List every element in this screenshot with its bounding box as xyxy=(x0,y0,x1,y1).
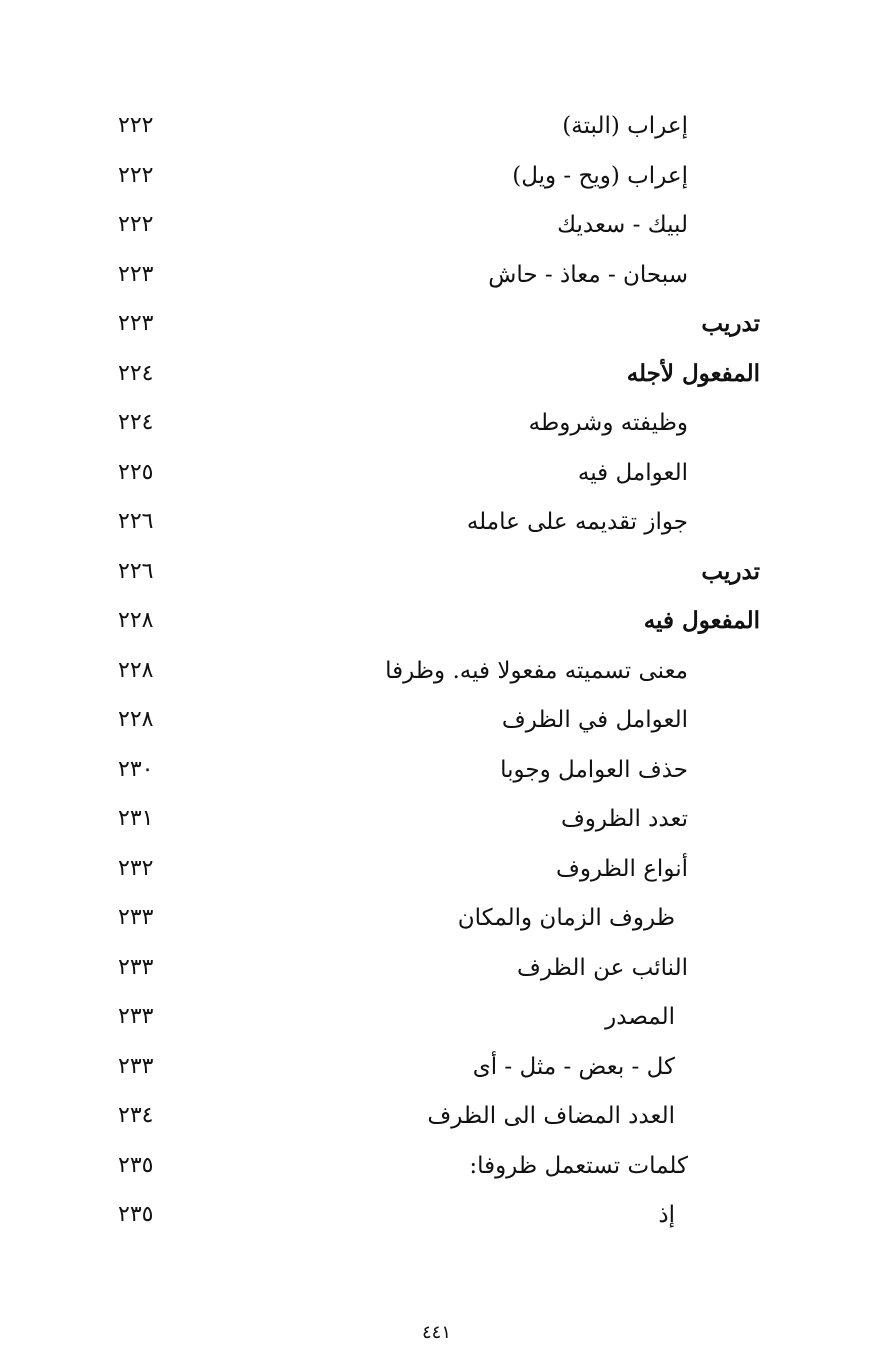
toc-entry-page: ٢٢٤ xyxy=(118,410,154,435)
toc-entry-page: ٢٣٣ xyxy=(118,954,154,980)
toc-entry xyxy=(0,845,873,895)
toc-entry-page: ٢٢٢ xyxy=(118,162,154,188)
toc-entry xyxy=(0,894,873,944)
toc-entry-title: النائب عن الظرف xyxy=(517,954,688,981)
toc-entry xyxy=(0,1043,873,1093)
toc-entry-page: ٢٢٤ xyxy=(118,360,154,386)
toc-entry xyxy=(0,251,873,301)
toc-entry xyxy=(0,201,873,251)
toc-entry-title: سبحان - معاذ - حاش xyxy=(488,261,688,288)
toc-entry-page: ٢٢٦ xyxy=(118,509,154,534)
table-of-contents xyxy=(0,102,873,1241)
toc-entry-page: ٢٣٣ xyxy=(118,1004,154,1029)
toc-entry-page: ٢٢٣ xyxy=(118,311,154,336)
toc-entry-page: ٢٢٢ xyxy=(118,212,154,237)
toc-entry-page: ٢٣٢ xyxy=(118,855,154,881)
toc-entry-page: ٢٣٣ xyxy=(118,1053,154,1079)
toc-entry-title: العوامل في الظرف xyxy=(501,707,688,733)
toc-entry-title: كلمات تستعمل ظروفا: xyxy=(469,1152,688,1179)
toc-entry-page: ٢٢٢ xyxy=(118,113,154,138)
toc-entry-title: العدد المضاف الى الظرف xyxy=(427,1103,675,1129)
toc-entry-title: تدريب xyxy=(701,557,760,585)
toc-entry xyxy=(0,944,873,994)
page-number: ٤٤١ xyxy=(421,1322,451,1343)
toc-entry xyxy=(0,1191,873,1241)
toc-entry-title: إذ xyxy=(658,1202,675,1228)
toc-entry-title: جواز تقديمه على عامله xyxy=(466,509,688,535)
toc-entry-title: العوامل فيه xyxy=(577,459,688,486)
toc-entry-title: المفعول لأجله xyxy=(626,359,760,387)
toc-entry-title: إعراب (البتة) xyxy=(562,113,688,139)
toc-entry-title: إعراب (ويح - ويل) xyxy=(512,162,688,189)
toc-entry xyxy=(0,449,873,499)
toc-entry xyxy=(0,795,873,845)
toc-entry-title: حذف العوامل وجوبا xyxy=(500,756,688,783)
toc-entry xyxy=(0,647,873,697)
toc-entry-page: ٢٢٨ xyxy=(118,657,154,683)
toc-entry-title: كل - بعض - مثل - أى xyxy=(472,1053,675,1080)
toc-entry xyxy=(0,1142,873,1192)
toc-entry-page: ٢٣٥ xyxy=(118,1152,154,1178)
toc-entry-title: لبيك - سعديك xyxy=(557,212,688,238)
toc-entry-page: ٢٢٣ xyxy=(118,261,154,287)
toc-entry xyxy=(0,152,873,202)
toc-entry-title: المفعول فيه xyxy=(643,607,760,634)
toc-entry xyxy=(0,993,873,1043)
toc-entry xyxy=(0,548,873,598)
toc-entry-title: تدريب xyxy=(701,310,760,337)
toc-entry xyxy=(0,746,873,796)
toc-entry-title: معنى تسميته مفعولا فيه. وظرفا xyxy=(385,657,688,684)
toc-entry xyxy=(0,399,873,449)
toc-entry-page: ٢٢٦ xyxy=(118,558,154,584)
toc-entry-title: وظيفته وشروطه xyxy=(528,410,688,436)
toc-entry-page: ٢٢٨ xyxy=(118,608,154,633)
toc-entry xyxy=(0,1092,873,1142)
toc-entry-title: ظروف الزمان والمكان xyxy=(457,905,675,931)
toc-entry-page: ٢٣٣ xyxy=(118,905,154,930)
toc-entry xyxy=(0,597,873,647)
toc-entry-page: ٢٣٥ xyxy=(118,1202,154,1227)
toc-entry xyxy=(0,696,873,746)
toc-entry xyxy=(0,350,873,400)
toc-entry-page: ٢٢٨ xyxy=(118,707,154,732)
toc-entry xyxy=(0,300,873,350)
toc-entry xyxy=(0,498,873,548)
toc-entry-page: ٢٣١ xyxy=(118,806,154,831)
toc-entry-page: ٢٢٥ xyxy=(118,459,154,485)
toc-entry-title: تعدد الظروف xyxy=(560,806,688,832)
toc-entry-title: أنواع الظروف xyxy=(555,855,688,882)
toc-entry-page: ٢٣٠ xyxy=(118,756,154,782)
toc-entry-page: ٢٣٤ xyxy=(118,1103,154,1128)
toc-entry-title: المصدر xyxy=(605,1004,675,1030)
toc-entry xyxy=(0,102,873,152)
